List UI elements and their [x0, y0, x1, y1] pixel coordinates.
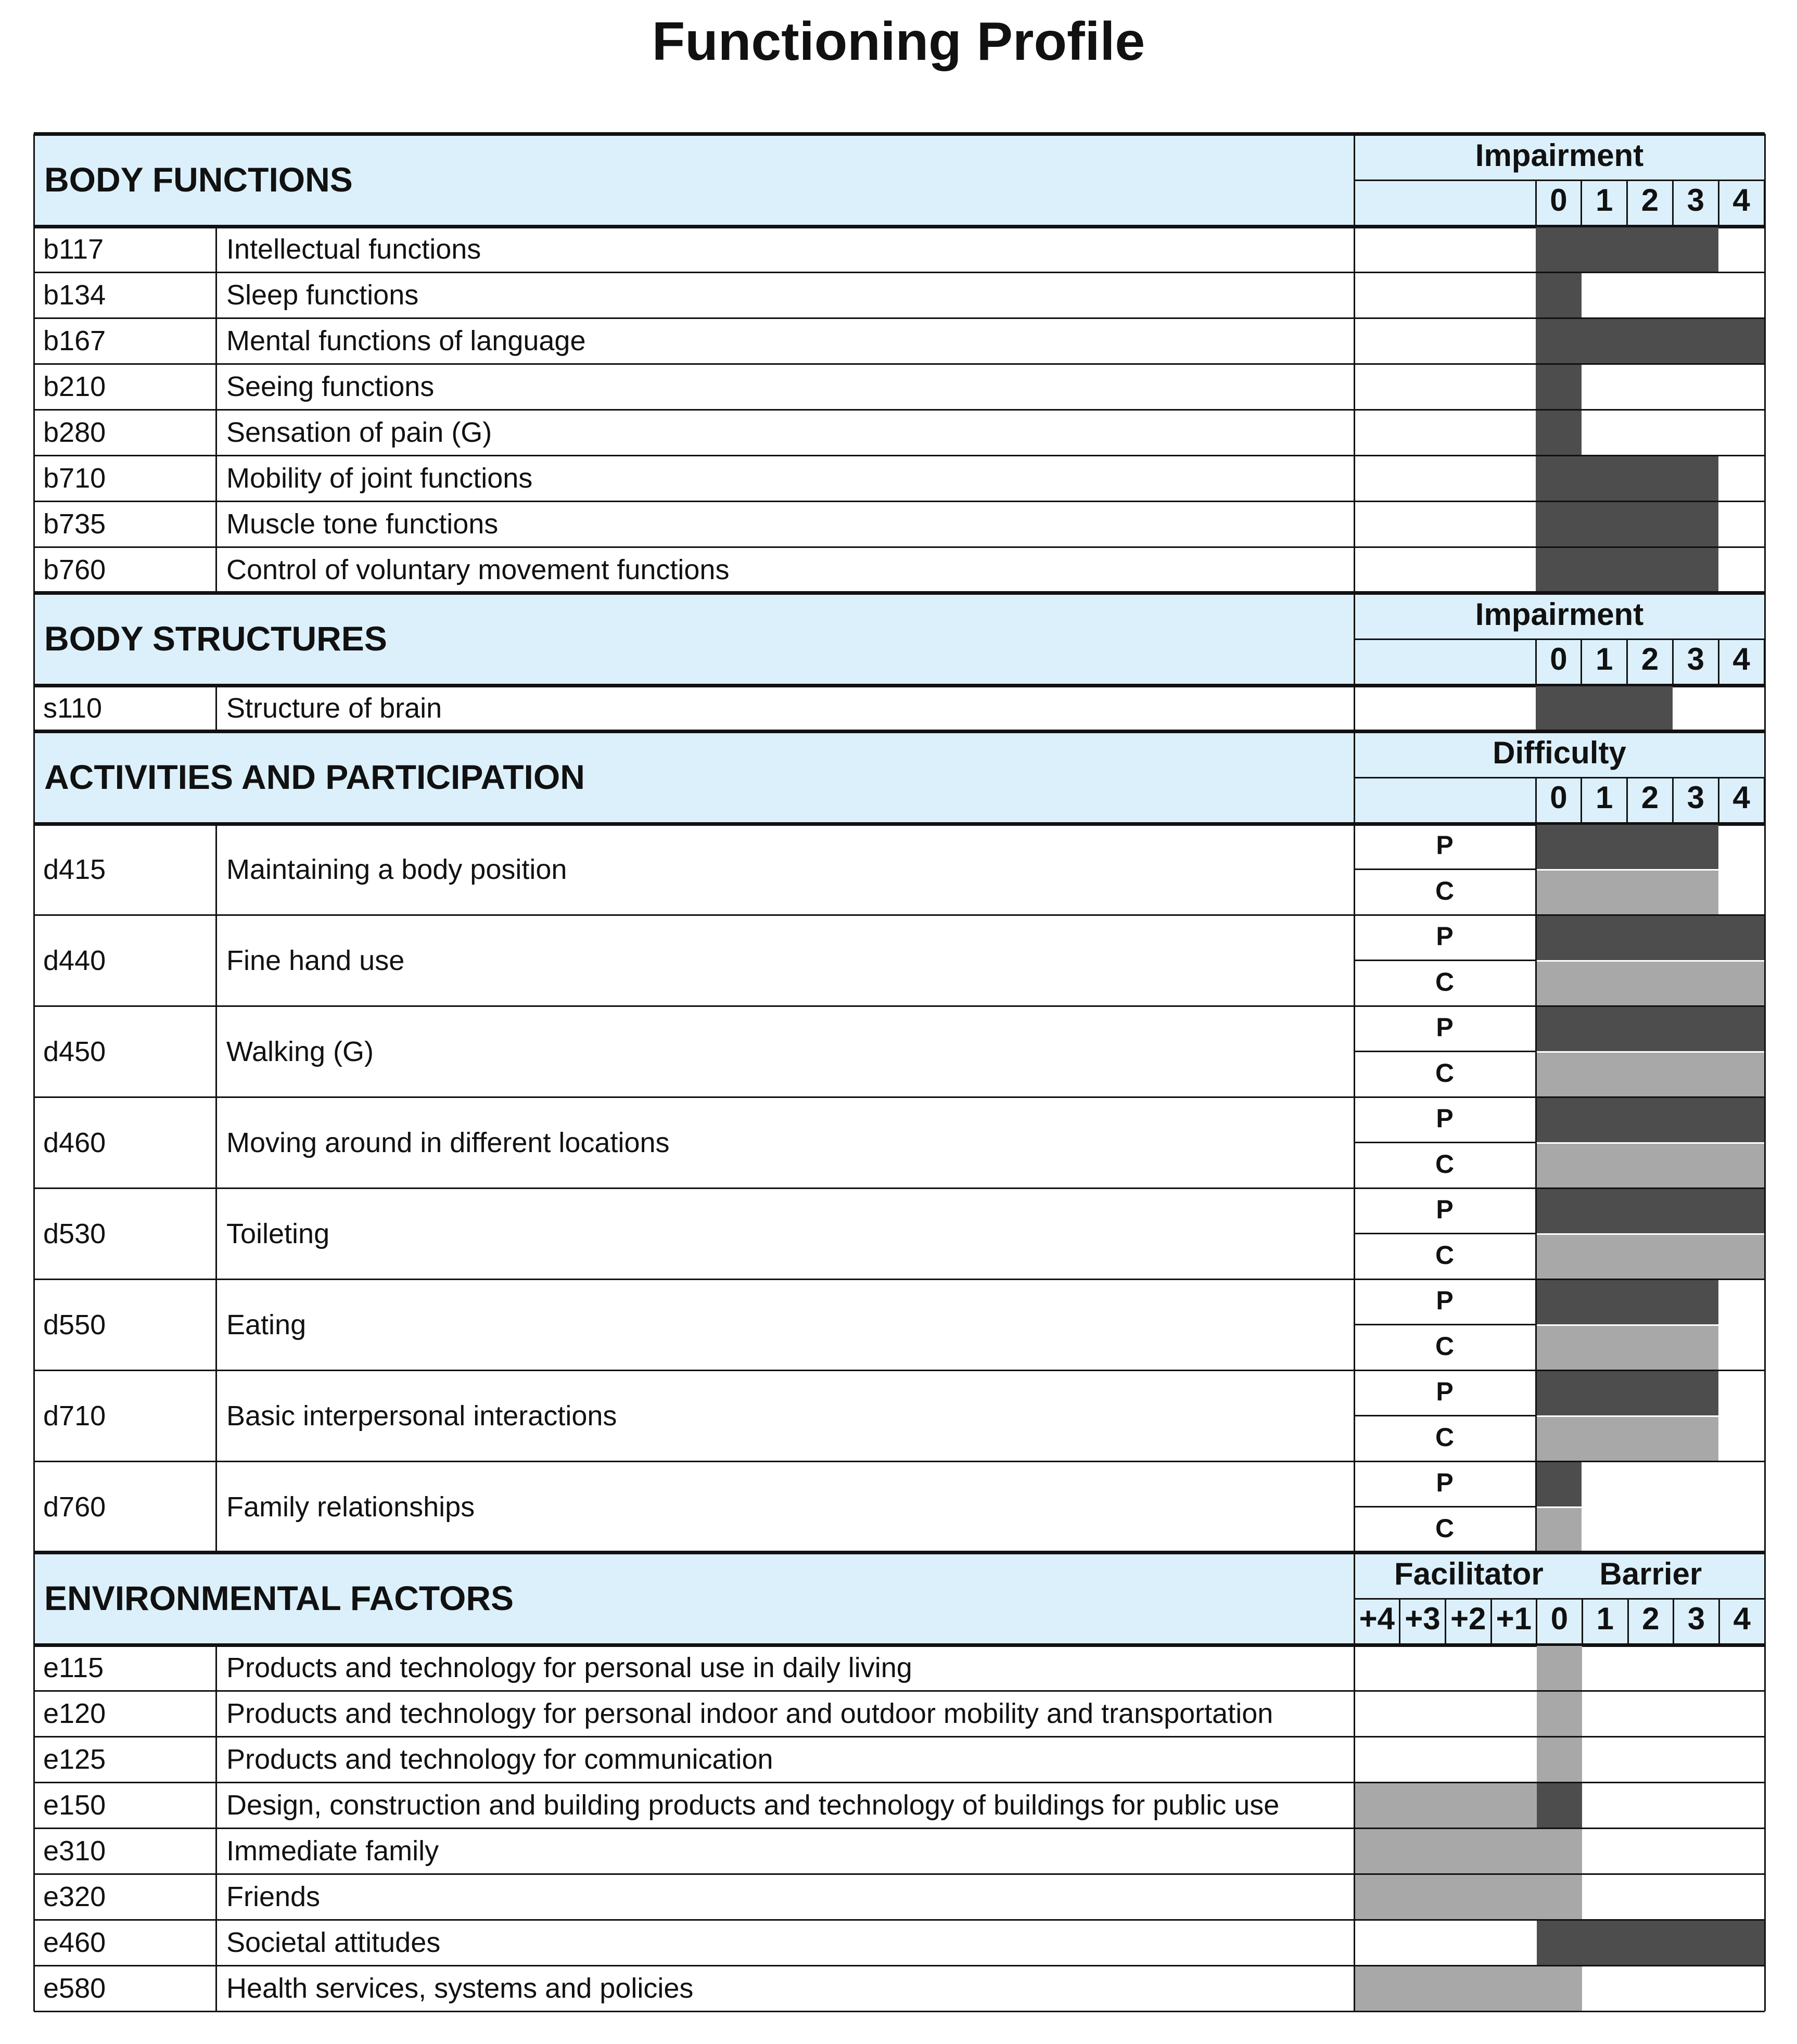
scale-divider	[1626, 639, 1628, 685]
item-description: Maintaining a body position	[226, 853, 567, 885]
code-divider	[215, 1188, 217, 1279]
item-code: e150	[43, 1790, 106, 1821]
performance-bar	[1536, 916, 1764, 960]
performance-label: P	[1436, 1286, 1454, 1315]
table-right-rule	[1764, 134, 1766, 2011]
qualifier-divider	[1354, 547, 1355, 593]
qualifier-divider	[1354, 1006, 1355, 1097]
row-rule	[34, 317, 1765, 319]
performance-bar	[1536, 1098, 1764, 1142]
item-description: Basic interpersonal interactions	[226, 1400, 617, 1432]
row-rule	[34, 1370, 1765, 1371]
pc-divider	[1354, 868, 1536, 870]
header-mid-rule	[1354, 638, 1765, 640]
code-divider	[215, 1370, 217, 1461]
item-description: Structure of brain	[226, 693, 442, 724]
qualifier-divider	[1354, 731, 1355, 824]
code-divider	[215, 318, 217, 364]
qualifier-divider	[1354, 1552, 1355, 1645]
qualifier-divider	[1354, 1097, 1355, 1188]
qualifier-bar	[1536, 502, 1718, 546]
performance-bar	[1536, 1280, 1718, 1324]
scale-divider	[1535, 180, 1537, 226]
code-divider	[215, 824, 217, 915]
qualifier-divider	[1354, 1782, 1355, 1828]
scale-divider	[1718, 777, 1719, 824]
item-code: b167	[43, 325, 106, 356]
capacity-label: C	[1435, 1149, 1455, 1179]
qualifier-bar	[1536, 548, 1718, 592]
capacity-bar	[1536, 1326, 1718, 1370]
pc-divider	[1354, 1324, 1536, 1325]
code-divider	[215, 915, 217, 1006]
capacity-bar	[1536, 1235, 1764, 1279]
performance-bar	[1536, 1189, 1764, 1233]
scale-label: 2	[1642, 1601, 1660, 1636]
pc-scale-divider	[1535, 824, 1537, 915]
scale-label: 1	[1596, 1601, 1614, 1636]
zero-bar	[1537, 1966, 1583, 2011]
scale-label: +4	[1359, 1601, 1395, 1636]
table-left-rule	[33, 134, 35, 2011]
scale-divider	[1627, 1599, 1629, 1645]
section-title: ACTIVITIES AND PARTICIPATION	[44, 758, 585, 796]
capacity-label: C	[1435, 1422, 1455, 1452]
pc-divider	[1354, 960, 1536, 961]
code-divider	[215, 1920, 217, 1965]
item-description: Sleep functions	[226, 279, 419, 311]
qualifier-divider	[1354, 1874, 1355, 1920]
code-divider	[215, 1279, 217, 1370]
qualifier-divider	[1354, 1736, 1355, 1782]
scale-divider	[1581, 639, 1582, 685]
barrier-label: Barrier	[1599, 1556, 1702, 1591]
qualifier-divider	[1354, 226, 1355, 272]
scale-label: 3	[1687, 1601, 1705, 1636]
facilitator-bar	[1354, 1875, 1537, 1919]
item-code: d460	[43, 1127, 106, 1158]
code-divider	[215, 501, 217, 547]
zero-bar	[1537, 1646, 1583, 1690]
row-rule	[34, 409, 1765, 411]
performance-label: P	[1436, 1468, 1454, 1497]
capacity-label: C	[1435, 876, 1455, 905]
qualifier-label: Difficulty	[1493, 735, 1626, 770]
code-divider	[215, 547, 217, 593]
table-bottom-rule	[34, 2011, 1765, 2012]
performance-label: P	[1436, 1195, 1454, 1224]
item-code: b735	[43, 508, 106, 540]
scale-divider	[1581, 777, 1582, 824]
performance-label: P	[1436, 1104, 1454, 1133]
row-rule	[34, 363, 1765, 365]
item-code: b710	[43, 463, 106, 494]
section-header-bottom-rule	[34, 225, 1765, 228]
item-description: Mobility of joint functions	[226, 463, 533, 494]
qualifier-divider	[1354, 501, 1355, 547]
section-top-rule	[34, 591, 1765, 595]
capacity-label: C	[1435, 1240, 1455, 1270]
section-header-bottom-rule	[34, 822, 1765, 826]
item-description: Societal attitudes	[226, 1927, 441, 1958]
item-description: Walking (G)	[226, 1036, 374, 1067]
section-title: ENVIRONMENTAL FACTORS	[44, 1579, 514, 1617]
zero-bar	[1537, 1692, 1583, 1736]
qualifier-bar	[1536, 411, 1582, 455]
qualifier-divider	[1354, 272, 1355, 318]
item-description: Sensation of pain (G)	[226, 417, 492, 448]
qualifier-divider	[1354, 410, 1355, 455]
scale-label: 2	[1641, 780, 1659, 815]
scale-divider	[1672, 180, 1674, 226]
code-divider	[215, 1006, 217, 1097]
row-rule	[34, 1461, 1765, 1462]
item-code: e115	[43, 1652, 104, 1683]
qualifier-divider	[1354, 1279, 1355, 1370]
performance-label: P	[1436, 1013, 1454, 1042]
item-description: Immediate family	[226, 1835, 439, 1867]
section-header-bottom-rule	[34, 1643, 1765, 1647]
scale-divider	[1673, 1599, 1674, 1645]
row-rule	[34, 1187, 1765, 1189]
section-title: BODY STRUCTURES	[44, 619, 387, 658]
qualifier-label: Impairment	[1475, 138, 1644, 173]
item-code: e320	[43, 1881, 106, 1912]
scale-label: 3	[1687, 183, 1704, 218]
code-divider	[215, 226, 217, 272]
qualifier-divider	[1354, 318, 1355, 364]
code-divider	[215, 1645, 217, 1691]
item-code: d760	[43, 1491, 106, 1523]
scale-label: 0	[1550, 780, 1567, 815]
performance-label: P	[1436, 1377, 1454, 1406]
zero-bar	[1537, 1829, 1583, 1873]
capacity-bar	[1536, 1144, 1764, 1188]
row-rule	[34, 1690, 1765, 1692]
qualifier-divider	[1354, 915, 1355, 1006]
code-divider	[215, 1782, 217, 1828]
pc-scale-divider	[1535, 1461, 1537, 1552]
qualifier-divider	[1354, 455, 1355, 501]
qualifier-divider	[1354, 134, 1355, 226]
code-divider	[215, 455, 217, 501]
item-code: d710	[43, 1400, 106, 1432]
item-description: Seeing functions	[226, 371, 435, 402]
row-rule	[34, 455, 1765, 456]
scale-divider	[1626, 777, 1628, 824]
section-top-rule	[34, 1551, 1765, 1554]
scale-label: 4	[1732, 642, 1750, 676]
scale-label: 2	[1641, 183, 1659, 218]
item-description: Friends	[226, 1881, 321, 1912]
row-rule	[34, 914, 1765, 916]
item-code: b117	[43, 234, 104, 265]
row-rule	[34, 1279, 1765, 1280]
scale-label: 0	[1550, 1601, 1569, 1636]
code-divider	[215, 1828, 217, 1874]
functioning-profile-table	[34, 134, 1765, 2002]
item-code: s110	[43, 693, 103, 724]
section-top-rule	[34, 730, 1765, 733]
facilitator-bar	[1354, 1783, 1537, 1828]
scale-label: 4	[1732, 780, 1750, 815]
scale-label: 0	[1550, 183, 1567, 218]
section-top-rule	[34, 132, 1765, 136]
pc-scale-divider	[1535, 1370, 1537, 1461]
section-title: BODY FUNCTIONS	[44, 160, 353, 199]
scale-label: 1	[1596, 642, 1613, 676]
pc-scale-divider	[1535, 915, 1537, 1006]
qualifier-bar	[1536, 273, 1582, 317]
performance-bar	[1536, 1462, 1582, 1506]
item-description: Control of voluntary movement functions	[226, 554, 730, 585]
item-code: b134	[43, 279, 106, 311]
scale-label: 4	[1733, 1601, 1751, 1636]
scale-divider	[1445, 1599, 1446, 1645]
qualifier-divider	[1354, 1645, 1355, 1691]
scale-divider	[1536, 1599, 1537, 1645]
scale-label: 3	[1687, 780, 1704, 815]
facilitator-bar	[1354, 1829, 1537, 1873]
qualifier-divider	[1354, 685, 1355, 731]
row-rule	[34, 501, 1765, 502]
scale-divider	[1626, 180, 1628, 226]
scale-label: 0	[1550, 642, 1567, 676]
item-description: Health services, systems and policies	[226, 1973, 694, 2004]
row-rule	[34, 1736, 1765, 1738]
header-mid-rule	[1354, 1598, 1765, 1600]
header-mid-rule	[1354, 777, 1765, 778]
code-divider	[215, 1965, 217, 2011]
item-code: d530	[43, 1218, 106, 1249]
capacity-label: C	[1435, 1331, 1455, 1361]
scale-divider	[1718, 180, 1719, 226]
zero-bar	[1537, 1783, 1583, 1828]
qualifier-divider	[1354, 593, 1355, 685]
pc-divider	[1354, 1142, 1536, 1143]
capacity-label: C	[1435, 1058, 1455, 1088]
facilitator-label: Facilitator	[1394, 1556, 1544, 1591]
pc-divider	[1354, 1506, 1536, 1508]
item-description: Family relationships	[226, 1491, 475, 1523]
capacity-bar	[1536, 962, 1764, 1006]
code-divider	[215, 685, 217, 731]
item-description: Moving around in different locations	[226, 1127, 670, 1158]
item-description: Mental functions of language	[226, 325, 586, 356]
item-description: Fine hand use	[226, 944, 405, 976]
scale-label: 1	[1596, 183, 1613, 218]
item-code: e460	[43, 1927, 106, 1958]
section-header-bottom-rule	[34, 684, 1765, 687]
qualifier-divider	[1354, 1828, 1355, 1874]
scale-divider	[1718, 1599, 1720, 1645]
row-rule	[34, 272, 1765, 273]
item-code: e310	[43, 1835, 106, 1867]
zero-bar	[1537, 1875, 1583, 1919]
item-code: d550	[43, 1309, 106, 1340]
pc-divider	[1354, 1415, 1536, 1416]
barrier-bar	[1537, 1921, 1765, 1965]
item-description: Intellectual functions	[226, 234, 481, 265]
performance-label: P	[1436, 922, 1454, 951]
facilitator-bar	[1354, 1966, 1537, 2011]
qualifier-bar	[1536, 365, 1582, 409]
pc-scale-divider	[1535, 1097, 1537, 1188]
qualifier-bar	[1536, 456, 1718, 501]
pc-divider	[1354, 1051, 1536, 1052]
qualifier-divider	[1354, 1188, 1355, 1279]
header-mid-rule	[1354, 180, 1765, 181]
qualifier-divider	[1354, 824, 1355, 915]
row-rule	[34, 1005, 1765, 1007]
capacity-bar	[1536, 1417, 1718, 1461]
scale-label: 4	[1732, 183, 1750, 218]
scale-label: 2	[1641, 642, 1659, 676]
code-divider	[215, 1691, 217, 1736]
item-code: b280	[43, 417, 106, 448]
row-rule	[34, 546, 1765, 548]
page-title: Functioning Profile	[652, 11, 1145, 72]
item-description: Products and technology for personal indoor and outdoor mobility and transportation	[226, 1698, 1273, 1729]
scale-divider	[1581, 180, 1582, 226]
capacity-label: C	[1435, 1513, 1455, 1543]
performance-bar	[1536, 1371, 1718, 1415]
qualifier-bar	[1536, 227, 1718, 272]
row-rule	[34, 1096, 1765, 1098]
item-code: e120	[43, 1698, 106, 1729]
qualifier-label: Impairment	[1475, 597, 1644, 632]
item-code: d415	[43, 853, 106, 885]
code-divider	[215, 272, 217, 318]
qualifier-divider	[1354, 364, 1355, 410]
item-description: Products and technology for communication	[226, 1744, 773, 1775]
item-code: d440	[43, 944, 106, 976]
capacity-bar	[1536, 1053, 1764, 1097]
scale-divider	[1582, 1599, 1583, 1645]
pc-divider	[1354, 1233, 1536, 1234]
scale-divider	[1718, 639, 1719, 685]
row-rule	[34, 1919, 1765, 1921]
scale-label: 1	[1596, 780, 1613, 815]
scale-divider	[1672, 777, 1674, 824]
performance-bar	[1536, 1007, 1764, 1051]
item-description: Eating	[226, 1309, 307, 1340]
scale-label: +2	[1450, 1601, 1486, 1636]
scale-label: +1	[1496, 1601, 1532, 1636]
qualifier-bar	[1536, 319, 1764, 363]
item-description: Design, construction and building products and technology of buildings for public use	[226, 1790, 1280, 1821]
code-divider	[215, 364, 217, 410]
code-divider	[215, 1461, 217, 1552]
capacity-bar	[1536, 871, 1718, 915]
pc-scale-divider	[1535, 1006, 1537, 1097]
item-code: b210	[43, 371, 106, 402]
scale-label: 3	[1687, 642, 1704, 676]
item-code: b760	[43, 554, 106, 585]
code-divider	[215, 1874, 217, 1920]
pc-scale-divider	[1535, 1279, 1537, 1370]
item-code: e125	[43, 1744, 106, 1775]
qualifier-divider	[1354, 1920, 1355, 1965]
scale-divider	[1535, 639, 1537, 685]
zero-bar	[1537, 1738, 1583, 1782]
item-description: Toileting	[226, 1218, 330, 1249]
qualifier-divider	[1354, 1370, 1355, 1461]
qualifier-divider	[1354, 1461, 1355, 1552]
code-divider	[215, 1097, 217, 1188]
item-description: Muscle tone functions	[226, 508, 499, 540]
code-divider	[215, 410, 217, 455]
pc-scale-divider	[1535, 1188, 1537, 1279]
performance-bar	[1536, 825, 1718, 869]
scale-label: +3	[1405, 1601, 1441, 1636]
qualifier-divider	[1354, 1965, 1355, 2011]
code-divider	[215, 1736, 217, 1782]
capacity-label: C	[1435, 967, 1455, 997]
item-code: e580	[43, 1973, 106, 2004]
item-code: d450	[43, 1036, 106, 1067]
scale-divider	[1399, 1599, 1400, 1645]
performance-label: P	[1436, 831, 1454, 860]
scale-divider	[1490, 1599, 1492, 1645]
item-description: Products and technology for personal use in daily living	[226, 1652, 912, 1683]
scale-divider	[1672, 639, 1674, 685]
qualifier-bar	[1536, 686, 1673, 731]
capacity-bar	[1536, 1508, 1582, 1552]
qualifier-divider	[1354, 1691, 1355, 1736]
scale-divider	[1535, 777, 1537, 824]
